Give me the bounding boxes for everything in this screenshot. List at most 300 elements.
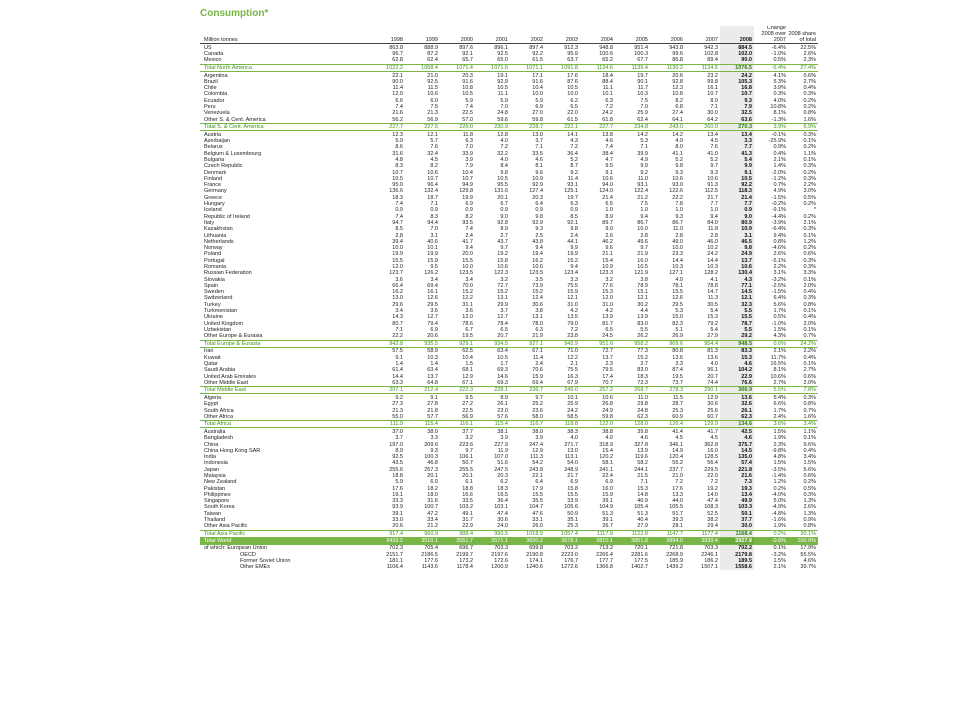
value-cell: 7.0 xyxy=(500,104,508,111)
value-cell: 12.9 xyxy=(707,394,718,401)
value-cell: 79.0 xyxy=(567,320,578,327)
value-cell: 705.4 xyxy=(424,545,438,552)
value-cell: 16.1 xyxy=(707,85,718,92)
value-cell: 21.4 xyxy=(602,194,613,201)
value-cell: 24.0 xyxy=(497,523,508,530)
value-cell: 942.9 xyxy=(545,340,580,347)
table-header xyxy=(200,26,818,44)
share-cell: 0.1% xyxy=(803,276,816,283)
share-cell: 2.6% xyxy=(803,51,816,58)
share-cell: 30.1% xyxy=(788,530,818,537)
value-cell: 951.6 xyxy=(580,340,615,347)
row-label: Spain xyxy=(204,282,219,289)
value-cell: 14.0 xyxy=(707,491,718,498)
value-cell: 56.9 xyxy=(462,413,473,420)
value-cell: 927.1 xyxy=(510,340,545,347)
row-label: Slovakia xyxy=(204,276,225,283)
value-cell: 22.2 xyxy=(672,194,683,201)
value-cell: 92.8 xyxy=(497,219,508,226)
value-cell: 94.7 xyxy=(392,219,403,226)
row-label: Republic of Ireland xyxy=(204,213,250,220)
value-cell: 10.8 xyxy=(672,91,683,98)
value-cell: 22.2 xyxy=(392,333,403,340)
value-cell: 38.1 xyxy=(497,428,508,435)
value-cell: 0.9 xyxy=(395,207,403,214)
value-cell: 5.9 xyxy=(535,97,543,104)
change-cell: -4.4% xyxy=(771,213,786,220)
value-cell: 120.4 xyxy=(669,454,683,461)
share-cell: 3.3% xyxy=(803,270,816,277)
row-label: Egypt xyxy=(204,401,219,408)
value-cell: 2281.6 xyxy=(631,551,648,558)
value-cell: 8.9 xyxy=(710,97,718,104)
row-label: Turkmenistan xyxy=(204,308,238,315)
value-cell-current: 62.3 xyxy=(720,414,754,421)
value-cell: 13.6 xyxy=(672,354,683,361)
value-cell: 103.1 xyxy=(494,504,508,511)
breakdown-row xyxy=(200,564,818,570)
value-cell: 271.7 xyxy=(564,441,578,448)
share-cell: 0.1% xyxy=(803,435,816,442)
value-cell: 2.4 xyxy=(535,360,543,367)
value-cell-current: 0.9 xyxy=(720,207,754,213)
value-cell: 67.1 xyxy=(532,348,543,355)
value-cell: 1240.6 xyxy=(526,564,543,571)
row-label: Other Asia Pacific xyxy=(204,523,248,530)
value-cell: 260.0 xyxy=(685,123,720,130)
value-cell-current: 22.9 xyxy=(720,374,754,380)
share-cell: 1.3% xyxy=(803,510,816,517)
value-cell-current: 5.5 xyxy=(720,308,754,314)
value-cell: 7.6 xyxy=(430,144,438,151)
value-cell: 10.4 xyxy=(532,85,543,92)
value-cell: 3.3 xyxy=(430,435,438,442)
value-cell: 19.9 xyxy=(427,251,438,258)
value-cell: 1117.9 xyxy=(580,530,615,537)
table-row xyxy=(200,428,818,435)
value-cell: 111.3 xyxy=(530,454,543,461)
value-cell: 19.4 xyxy=(532,251,543,258)
value-cell: 181.1 xyxy=(389,557,403,564)
value-cell: 227.7 xyxy=(370,123,405,130)
value-cell: 3.4 xyxy=(465,276,473,283)
change-cell: 0.4% xyxy=(773,150,786,157)
share-cell: 0.8% xyxy=(803,401,816,408)
value-cell: 25.3 xyxy=(567,523,578,530)
value-cell: 8.6 xyxy=(395,144,403,151)
value-cell: 3571.1 xyxy=(475,537,510,544)
value-cell: 4.5 xyxy=(675,435,683,442)
value-cell-current: 9.9 xyxy=(720,163,754,169)
value-cell: 6.8 xyxy=(675,104,683,111)
value-cell: 12.2 xyxy=(567,354,578,361)
value-cell: 172.6 xyxy=(494,557,508,564)
value-cell: 7.0 xyxy=(430,226,438,233)
value-cell: 15.5 xyxy=(462,257,473,264)
value-cell: 227.5 xyxy=(405,123,440,130)
change-cell: -1.5% xyxy=(771,194,786,201)
value-cell: 16.2 xyxy=(532,257,543,264)
value-cell-current: 21.6 xyxy=(720,473,754,479)
value-cell: 43.7 xyxy=(497,238,508,245)
region-total-row xyxy=(200,64,818,71)
change-cell: 0.2% xyxy=(773,485,786,492)
value-cell-current: 10.7 xyxy=(720,91,754,97)
value-cell: 73.9 xyxy=(532,282,543,289)
value-cell: 9.8 xyxy=(535,213,543,220)
value-cell: 13.1 xyxy=(532,314,543,321)
value-cell: 58.2 xyxy=(637,460,648,467)
value-cell: 228.1 xyxy=(475,387,510,394)
value-cell: 8.9 xyxy=(395,447,403,454)
share-cell: 22.5% xyxy=(800,44,816,51)
value-cell: 7.1 xyxy=(640,479,648,486)
value-cell: 21.7 xyxy=(567,472,578,479)
value-cell: 38.0 xyxy=(532,428,543,435)
value-cell: 30.6 xyxy=(497,517,508,524)
table-row xyxy=(200,333,818,340)
value-cell: 122.4 xyxy=(634,188,648,195)
region-group xyxy=(200,44,818,72)
value-cell: 43.5 xyxy=(392,460,403,467)
value-cell: 6.4 xyxy=(535,479,543,486)
value-cell: 58.5 xyxy=(567,413,578,420)
row-label: Denmark xyxy=(204,169,227,176)
value-cell: 35.5 xyxy=(532,498,543,505)
share-cell: 27.4% xyxy=(788,64,818,71)
value-cell: 2.7 xyxy=(500,232,508,239)
value-cell: 9.4 xyxy=(465,245,473,252)
row-label: Malaysia xyxy=(204,472,226,479)
table-row xyxy=(200,57,818,64)
value-cell: 948.8 xyxy=(599,44,613,51)
value-cell: 4.0 xyxy=(710,360,718,367)
value-cell-current: 13.6 xyxy=(720,394,754,401)
value-cell: 6.9 xyxy=(605,479,613,486)
value-cell: 23.0 xyxy=(497,407,508,414)
value-cell: 112.5 xyxy=(704,188,718,195)
value-cell: 11.0 xyxy=(672,226,683,233)
value-cell: 92.1 xyxy=(462,51,473,58)
value-cell: 128.0 xyxy=(615,421,650,428)
row-label: Turkey xyxy=(204,301,221,308)
value-cell: 78.4 xyxy=(497,320,508,327)
value-cell: 93.5 xyxy=(462,219,473,226)
value-cell: 15.8 xyxy=(567,485,578,492)
change-cell: 1.5% xyxy=(773,326,786,333)
value-cell: 123.5 xyxy=(529,270,543,277)
value-cell: 26.2 xyxy=(637,333,648,340)
value-cell: 1178.4 xyxy=(456,564,473,571)
share-cell: 2.6% xyxy=(803,504,816,511)
value-cell-current: 9.3 xyxy=(720,98,754,104)
value-cell: 6.2 xyxy=(500,479,508,486)
value-cell: 6.3 xyxy=(535,326,543,333)
value-cell: 19.1 xyxy=(497,72,508,79)
value-cell: 15.3 xyxy=(707,314,718,321)
share-cell: 1.6% xyxy=(803,413,816,420)
value-cell: 120.2 xyxy=(599,454,613,461)
row-label: Other Europe & Eurasia xyxy=(204,333,263,340)
value-cell: 116.1 xyxy=(440,421,475,428)
value-cell: 12.6 xyxy=(427,295,438,302)
value-cell: 15.5 xyxy=(672,289,683,296)
change-cell: 5.4% xyxy=(773,394,786,401)
value-cell: 24.8 xyxy=(497,110,508,117)
value-cell: 2197.6 xyxy=(491,551,508,558)
share-cell: 1.6% xyxy=(803,116,816,123)
value-cell: 4.9 xyxy=(640,156,648,163)
year-header: 1999 xyxy=(405,26,440,44)
change-cell: 8.1% xyxy=(773,367,786,374)
value-cell-current: 49.9 xyxy=(720,498,754,504)
value-cell: 25.3 xyxy=(672,407,683,414)
change-cell: 1.7% xyxy=(773,308,786,315)
value-cell-current: 77.1 xyxy=(720,283,754,289)
value-cell: 80.7 xyxy=(392,320,403,327)
value-cell: 26.8 xyxy=(602,401,613,408)
change-cell: -3.5% xyxy=(771,466,786,473)
value-cell: 15.3 xyxy=(602,289,613,296)
value-cell-current: 24.2 xyxy=(720,72,754,79)
row-label: France xyxy=(204,182,222,189)
row-label: Norway xyxy=(204,245,223,252)
value-cell: 247.4 xyxy=(529,441,543,448)
row-label: Colombia xyxy=(204,91,228,98)
value-cell: 9.7 xyxy=(710,163,718,170)
row-label: Poland xyxy=(204,251,222,258)
value-cell: 212.4 xyxy=(405,387,440,394)
value-cell: 31.7 xyxy=(462,517,473,524)
value-cell: 36.4 xyxy=(567,150,578,157)
value-cell-current: 3.1 xyxy=(720,233,754,239)
value-cell: 222.1 xyxy=(545,123,580,130)
value-cell: 4.9 xyxy=(675,138,683,145)
value-cell: 8.1 xyxy=(535,163,543,170)
value-cell: 12.3 xyxy=(392,131,403,138)
value-cell: 3.4 xyxy=(395,308,403,315)
value-cell-current: 3927.9 xyxy=(720,537,754,544)
value-cell: 18.3 xyxy=(392,194,403,201)
value-cell: 21.1 xyxy=(602,251,613,258)
value-cell: 8.9 xyxy=(500,394,508,401)
change-cell: -1.3% xyxy=(771,116,786,123)
value-cell: 10.6 xyxy=(602,394,613,401)
share-cell: 1.5% xyxy=(803,460,816,467)
value-cell: 13.9 xyxy=(637,314,648,321)
value-cell: 3.6 xyxy=(465,308,473,315)
value-cell: 4.6 xyxy=(535,156,543,163)
value-cell: 70.7 xyxy=(602,379,613,386)
world-total-row xyxy=(200,537,818,544)
value-cell: 96.1 xyxy=(707,367,718,374)
value-cell: 63.7 xyxy=(567,57,578,64)
value-cell: 6.5 xyxy=(605,201,613,208)
share-cell: * xyxy=(813,207,816,214)
value-cell: 129.9 xyxy=(685,421,720,428)
value-cell: 94.4 xyxy=(427,219,438,226)
row-label: Philippines xyxy=(204,491,231,498)
value-cell: 4.0 xyxy=(675,276,683,283)
share-cell: 0.3% xyxy=(803,91,816,98)
change-cell: 2.1% xyxy=(773,564,786,571)
value-cell: 243.8 xyxy=(529,466,543,473)
change-cell: 1.9% xyxy=(773,435,786,442)
value-cell: 38.4 xyxy=(602,150,613,157)
value-cell: 1018.9 xyxy=(510,530,545,537)
value-cell: 78.9 xyxy=(637,282,648,289)
share-cell: 2.3% xyxy=(803,57,816,64)
value-cell: 177.7 xyxy=(599,557,613,564)
value-cell: 6.3 xyxy=(570,201,578,208)
value-cell: 87.4 xyxy=(672,367,683,374)
value-cell: 1507.1 xyxy=(701,564,718,571)
year-header: 2000 xyxy=(440,26,475,44)
value-cell: 20.1 xyxy=(462,472,473,479)
value-cell: 960.9 xyxy=(405,530,440,537)
share-cell: 0.9% xyxy=(803,517,816,524)
value-cell: 94.0 xyxy=(602,182,613,189)
value-cell: 9.7 xyxy=(535,394,543,401)
value-cell: 9.3 xyxy=(675,169,683,176)
change-cell: 0.9% xyxy=(773,144,786,151)
value-cell-current: 78.7 xyxy=(720,321,754,327)
value-cell: 10.1 xyxy=(567,394,578,401)
value-cell: 40.6 xyxy=(427,238,438,245)
value-cell: 41.7 xyxy=(707,428,718,435)
row-label: Total North America xyxy=(200,64,370,71)
value-cell: 103.2 xyxy=(459,504,473,511)
value-cell: 896.1 xyxy=(494,44,508,51)
value-cell-current: 1076.5 xyxy=(720,64,754,71)
value-cell: 20.3 xyxy=(462,72,473,79)
value-cell: 64.8 xyxy=(427,379,438,386)
value-cell: 237.7 xyxy=(669,466,683,473)
value-cell: 94.9 xyxy=(462,182,473,189)
value-cell: 12.1 xyxy=(567,295,578,302)
value-cell: 229.5 xyxy=(704,466,718,473)
value-cell: 5.2 xyxy=(675,156,683,163)
value-cell: 57.7 xyxy=(427,413,438,420)
value-cell: 20.3 xyxy=(497,472,508,479)
value-cell: 1058.4 xyxy=(405,64,440,71)
value-cell-current: 14.5 xyxy=(720,448,754,454)
change-cell: 5.5% xyxy=(754,387,788,394)
value-cell: 69.3 xyxy=(497,379,508,386)
value-cell: 51.3 xyxy=(602,510,613,517)
share-cell: 0.1% xyxy=(803,308,816,315)
value-cell: 26.1 xyxy=(497,401,508,408)
change-cell: -2.0% xyxy=(771,169,786,176)
change-cell: -4.8% xyxy=(771,510,786,517)
value-cell: 19.5 xyxy=(462,333,473,340)
value-cell: 20.3 xyxy=(532,194,543,201)
row-label: Azerbaijan xyxy=(204,138,230,145)
year-header: 2003 xyxy=(545,26,580,44)
value-cell: 247.5 xyxy=(494,466,508,473)
value-cell: 83.0 xyxy=(637,367,648,374)
value-cell: 56.9 xyxy=(427,116,438,123)
change-cell: 4.8% xyxy=(773,454,786,461)
row-label: United Kingdom xyxy=(204,320,244,327)
value-cell: 41.4 xyxy=(672,428,683,435)
value-cell: 8.3 xyxy=(430,213,438,220)
value-cell: 86.7 xyxy=(637,219,648,226)
value-cell: 255.5 xyxy=(459,466,473,473)
value-cell: 227.9 xyxy=(494,441,508,448)
value-cell: 7.1 xyxy=(395,326,403,333)
value-cell: 1.4 xyxy=(395,360,403,367)
value-cell: 3.4 xyxy=(430,276,438,283)
change-cell: 0.3% xyxy=(773,91,786,98)
value-cell: 18.8 xyxy=(392,472,403,479)
value-cell: 10.3 xyxy=(707,263,718,270)
value-cell: 22.4 xyxy=(602,472,613,479)
value-cell: 41.1 xyxy=(672,150,683,157)
value-cell: 18.7 xyxy=(427,194,438,201)
value-cell: 115.4 xyxy=(405,421,440,428)
value-cell: 16.0 xyxy=(637,257,648,264)
value-cell: 10.3 xyxy=(427,354,438,361)
value-cell-current: 13.4 xyxy=(720,492,754,498)
value-cell: 13.1 xyxy=(497,295,508,302)
value-cell: 51.3 xyxy=(637,510,648,517)
value-cell: 1439.2 xyxy=(666,564,683,571)
share-cell: 0.3% xyxy=(803,257,816,264)
value-cell: 0.9 xyxy=(535,207,543,214)
value-cell: 951.4 xyxy=(634,44,648,51)
value-cell: 7.4 xyxy=(395,201,403,208)
value-cell: 122.6 xyxy=(669,188,683,195)
table-row xyxy=(200,414,818,421)
value-cell: 990.5 xyxy=(475,530,510,537)
row-label: Brazil xyxy=(204,78,218,85)
value-cell: 21.3 xyxy=(427,110,438,117)
value-cell: 318.9 xyxy=(599,441,613,448)
value-cell: 7.4 xyxy=(605,144,613,151)
value-cell: 3.6 xyxy=(395,276,403,283)
table-row xyxy=(200,523,818,530)
value-cell: 15.4 xyxy=(602,447,613,454)
value-cell: 1402.7 xyxy=(631,564,648,571)
value-cell: 24.2 xyxy=(567,407,578,414)
value-cell: 6.3 xyxy=(465,138,473,145)
value-cell: 17.6 xyxy=(392,485,403,492)
row-label: Bangladesh xyxy=(204,435,234,442)
value-cell: 136.6 xyxy=(389,188,403,195)
value-cell: 3.2 xyxy=(500,276,508,283)
value-cell: 80.8 xyxy=(672,348,683,355)
value-cell: 5.7 xyxy=(430,138,438,145)
value-cell: 10.4 xyxy=(462,169,473,176)
value-cell: 2.8 xyxy=(395,232,403,239)
value-cell: 7.1 xyxy=(535,144,543,151)
value-cell: 2.4 xyxy=(570,232,578,239)
change-cell: 3.6% xyxy=(754,421,788,428)
value-cell: 2.3 xyxy=(605,360,613,367)
region-group xyxy=(200,394,818,428)
value-cell: 18.0 xyxy=(427,491,438,498)
value-cell: 3510.1 xyxy=(405,537,440,544)
value-cell: 125.1 xyxy=(564,188,578,195)
value-cell: 245.0 xyxy=(545,387,580,394)
value-cell: 11.4 xyxy=(532,354,543,361)
value-cell: 12.9 xyxy=(532,447,543,454)
value-cell: 70.6 xyxy=(532,367,543,374)
value-cell: 863.8 xyxy=(389,44,403,51)
value-cell: 39.1 xyxy=(602,517,613,524)
share-cell: 0.3% xyxy=(803,226,816,233)
